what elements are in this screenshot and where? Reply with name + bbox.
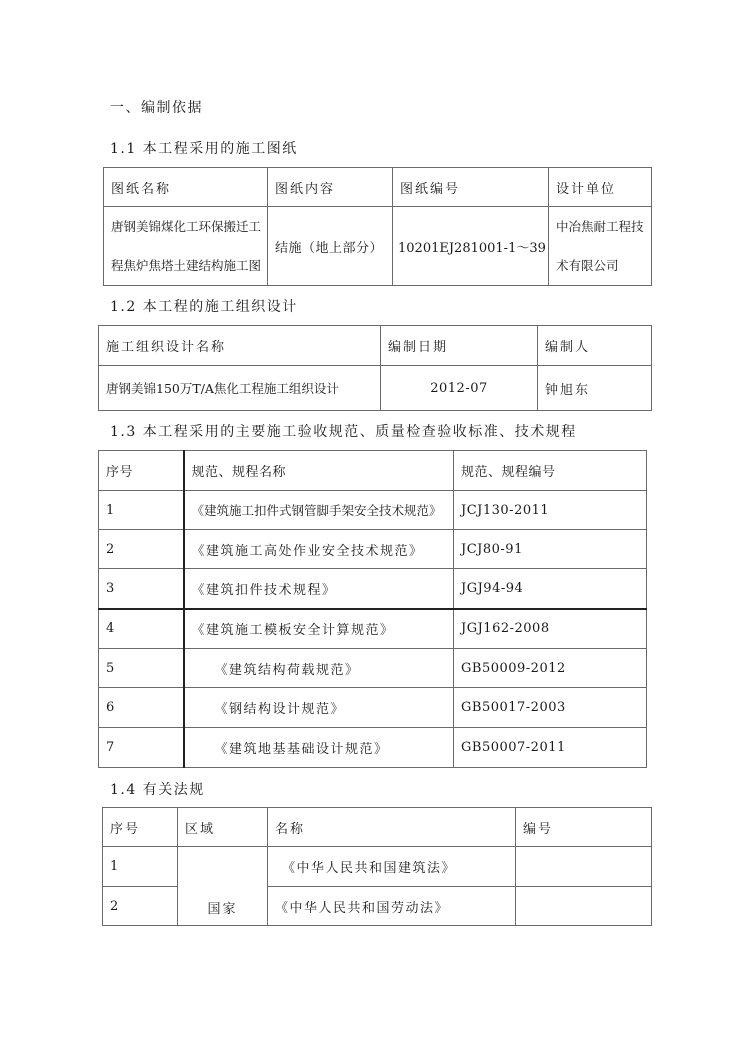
row-number-cell: 1	[99, 491, 184, 530]
section-heading: 一、编制依据	[110, 100, 203, 116]
table-header-row	[99, 326, 652, 366]
regulations-title: 1.4 有关法规	[110, 782, 205, 798]
standard-code-cell: GB50007-2011	[454, 728, 647, 768]
regulations-table	[102, 807, 652, 926]
row-number-cell: 3	[99, 569, 184, 609]
header-cell: 图纸名称	[104, 168, 268, 207]
table-row	[99, 569, 647, 609]
header-cell: 设计单位	[549, 168, 652, 207]
header-cell: 编制日期	[381, 326, 538, 366]
table-row	[99, 530, 647, 569]
org-design-table	[98, 325, 652, 411]
standard-name-cell: 《建筑施工扣件式钢管脚手架安全技术规范》	[184, 491, 454, 530]
standards-title: 1.3 本工程采用的主要施工验收规范、质量检查验收标准、技术规程	[110, 424, 577, 440]
drawings-table	[103, 167, 652, 286]
regulation-name-cell: 《中华人民共和国劳动法》	[268, 887, 516, 926]
header-cell: 序号	[103, 808, 178, 847]
drawing-name-line: 程焦炉焦塔土建结构施工图	[111, 258, 262, 273]
header-cell: 名称	[268, 808, 516, 847]
row-number-cell: 5	[99, 649, 184, 688]
org-design-name-cell: 唐钢美锦150万T/A焦化工程施工组织设计	[99, 366, 381, 411]
header-cell: 编制人	[538, 326, 652, 366]
standard-name-cell: 《钢结构设计规范》	[184, 688, 454, 728]
standard-code-cell: GB50017-2003	[454, 688, 647, 728]
standard-name-cell: 《建筑地基基础设计规范》	[184, 728, 454, 768]
drawing-name-line: 唐钢美锦煤化工环保搬迁工	[111, 219, 262, 234]
row-number-cell: 6	[99, 688, 184, 728]
standard-name-cell: 《建筑施工高处作业安全技术规范》	[184, 530, 454, 569]
table-row	[99, 609, 647, 649]
standard-code-cell: JGJ162-2008	[454, 609, 647, 649]
standard-code-cell: JCJ80-91	[454, 530, 647, 569]
header-cell: 规范、规程名称	[184, 451, 454, 491]
table-row	[104, 207, 652, 286]
region-cell	[178, 847, 268, 926]
drawing-name-cell	[104, 207, 268, 286]
standard-code-cell: JGJ94-94	[454, 569, 647, 609]
header-cell: 图纸编号	[393, 168, 549, 207]
table-row	[99, 728, 647, 768]
standard-name-cell: 《建筑扣件技术规程》	[184, 569, 454, 609]
standards-table	[98, 450, 647, 768]
row-number-cell: 7	[99, 728, 184, 768]
org-design-date-cell: 2012-07	[381, 366, 538, 411]
regulation-code-cell	[516, 887, 652, 926]
standard-name-cell: 《建筑结构荷载规范》	[184, 649, 454, 688]
region-label: 国家	[207, 902, 238, 917]
row-number-cell: 2	[99, 530, 184, 569]
standard-name-cell: 《建筑施工模板安全计算规范》	[184, 609, 454, 649]
standard-code-cell: GB50009-2012	[454, 649, 647, 688]
drawing-number-cell: 10201EJ281001-1～39	[393, 207, 549, 286]
table-row	[99, 491, 647, 530]
header-cell: 施工组织设计名称	[99, 326, 381, 366]
design-unit-line: 术有限公司	[556, 258, 619, 273]
row-number-cell: 1	[103, 847, 178, 887]
standard-code-cell: JCJ130-2011	[454, 491, 647, 530]
table-row	[99, 366, 652, 411]
drawing-content-cell: 结施（地上部分）	[268, 207, 393, 286]
row-number-cell: 2	[103, 887, 178, 926]
org-design-title: 1.2 本工程的施工组织设计	[110, 299, 298, 315]
regulation-code-cell	[516, 847, 652, 887]
drawings-title: 1.1 本工程采用的施工图纸	[110, 141, 298, 157]
header-cell: 规范、规程编号	[454, 451, 647, 491]
row-number-cell: 4	[99, 609, 184, 649]
header-cell: 序号	[99, 451, 184, 491]
design-unit-cell	[549, 207, 652, 286]
table-row	[103, 847, 652, 887]
regulation-name-cell: 《中华人民共和国建筑法》	[268, 847, 516, 887]
table-header-row	[104, 168, 652, 207]
table-header-row	[103, 808, 652, 847]
header-cell: 图纸内容	[268, 168, 393, 207]
design-unit-line: 中冶焦耐工程技	[556, 219, 644, 234]
header-cell: 区域	[178, 808, 268, 847]
header-cell: 编号	[516, 808, 652, 847]
org-design-author-cell: 钟旭东	[538, 366, 652, 411]
table-row	[99, 649, 647, 688]
table-row	[99, 688, 647, 728]
table-header-row	[99, 451, 647, 491]
